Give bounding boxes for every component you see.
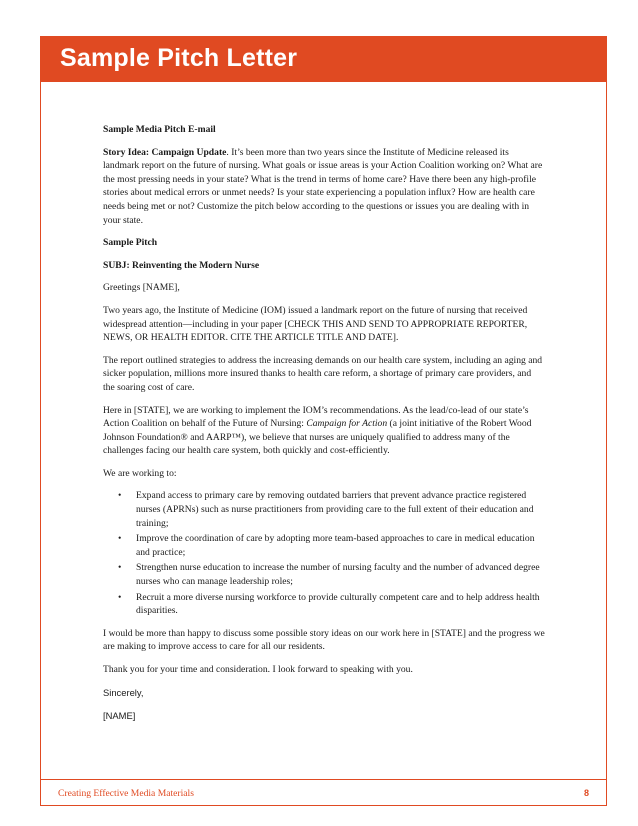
story-idea-text: . It’s been more than two years since the Institute of Medicine released its landmark report on the future of nursing. What goals or issue areas is your Action Coalition working on? What are the most pressing needs in your state? What is the trend in terms of home care? Have there been any high-profile stories about medical errors or unmet needs? Is your state experiencing a population influx? How are health care needs being met or not? Customize the pitch below according to the questions or issues you are dealing with in your state.	[103, 146, 543, 226]
story-idea-label: Story Idea: Campaign Update	[103, 146, 227, 158]
page-number: 8	[584, 788, 590, 798]
paragraph-4: I would be more than happy to discuss some possible story ideas on our work here in [STATE] and the progress we are making to improve access to care for all our residents.	[103, 627, 545, 653]
paragraph-5: Thank you for your time and consideration. I look forward to speaking with you.	[103, 664, 413, 675]
list-item-text: Improve the coordination of care by adopting more team-based approaches to care in medical education and practice;	[136, 533, 535, 558]
bullet-icon: •	[118, 533, 122, 545]
signature: [NAME]	[103, 709, 136, 721]
bullet-icon: •	[118, 562, 122, 574]
paragraph-3-part-b: (a joint initiative of the Robert Wood Johnson Foundation® and AARP™), we believe that nurses are uniquely qualified to address many of the challenges facing our health care system, both quickly and cost-efficiently.	[103, 418, 532, 457]
footer-divider	[40, 779, 607, 780]
title-banner	[40, 36, 607, 82]
closing: Sincerely,	[103, 686, 144, 698]
list-item	[118, 561, 545, 588]
paragraph-3-part-a: Here in [STATE], we are working to implement the IOM’s recommendations. As the lead/co-lead of our state’s Action Coalition on behalf of the Future of Nursing:	[103, 404, 529, 430]
greeting: Greetings [NAME],	[103, 282, 180, 294]
list-item-text: Expand access to primary care by removing outdated barriers that prevent advance practice registered nurses (APRNs) such as nurse practitioners from providing care to the full extent of their education and training;	[136, 490, 534, 529]
list-item	[118, 591, 545, 618]
email-subject: SUBJ: Reinventing the Modern Nurse	[103, 259, 260, 271]
goals-list	[103, 489, 545, 617]
sample-pitch-label: Sample Pitch	[103, 237, 158, 249]
list-item	[118, 532, 545, 559]
page-title: Sample Pitch Letter	[60, 44, 298, 72]
letter-heading: Sample Media Pitch E-mail	[103, 124, 216, 135]
campaign-name: Campaign for Action	[306, 418, 388, 430]
bullet-icon: •	[118, 591, 122, 603]
paragraph-3	[103, 404, 545, 458]
list-item	[118, 489, 545, 530]
list-item-text: Recruit a more diverse nursing workforce to provide culturally competent care and to help address health disparities.	[136, 591, 540, 617]
footer-publication-title: Creating Effective Media Materials	[58, 788, 194, 799]
working-to-intro: We are working to:	[103, 467, 177, 479]
letter-body	[103, 123, 545, 732]
paragraph-2: The report outlined strategies to address the increasing demands on our health care system, including an aging and sicker population, millions more insured thanks to health care reform, a shortage of primary care providers, and the soaring cost of care.	[103, 354, 543, 393]
list-item-text: Strengthen nurse education to increase the number of nursing faculty and the number of advanced degree nurses who can manage leadership roles;	[136, 562, 540, 588]
paragraph-1: Two years ago, the Institute of Medicine (IOM) issued a landmark report on the future of nursing that received widespread attention—including in your paper [CHECK THIS AND SEND TO APPROPRIATE REPORTER, NEWS, OR HEALTH EDITOR. CITE THE ARTICLE TITLE AND DATE].	[103, 304, 528, 344]
story-idea-paragraph	[103, 146, 545, 228]
bullet-icon: •	[118, 490, 122, 502]
